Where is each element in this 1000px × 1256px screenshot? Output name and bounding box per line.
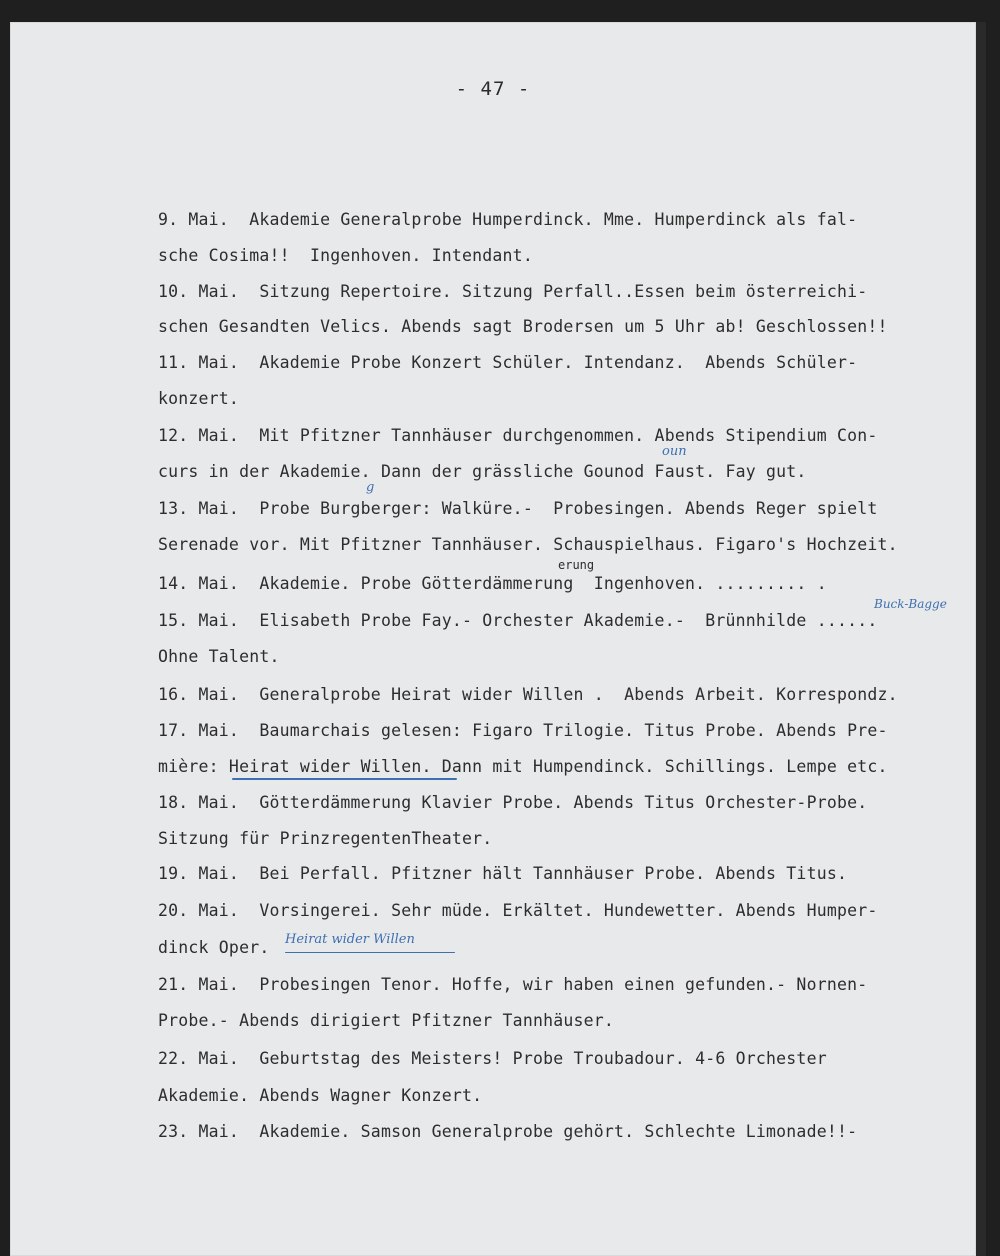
text-line: 11. Mai. Akademie Probe Konzert Schüler. Intendanz. Abends Schüler-	[158, 353, 858, 372]
handwritten-note: Heirat wider Willen	[285, 932, 415, 947]
text-line: Sitzung für PrinzregentenTheater.	[158, 829, 493, 848]
document-page	[10, 22, 976, 1256]
scan-edge	[976, 22, 986, 1256]
text-line: sche Cosima!! Ingenhoven. Intendant.	[158, 246, 533, 265]
text-line: 16. Mai. Generalprobe Heirat wider Willen . Abends Arbeit. Korrespondz.	[158, 685, 898, 704]
blue-underline	[232, 778, 457, 780]
text-line: 17. Mai. Baumarchais gelesen: Figaro Trilogie. Titus Probe. Abends Pre-	[158, 721, 888, 740]
text-line: 19. Mai. Bei Perfall. Pfitzner hält Tannhäuser Probe. Abends Titus.	[158, 864, 848, 883]
text-line: 15. Mai. Elisabeth Probe Fay.- Orchester Akademie.- Brünnhilde ......	[158, 611, 878, 630]
diary-text	[10, 22, 976, 1256]
text-line: Probe.- Abends dirigiert Pfitzner Tannhäuser.	[158, 1011, 615, 1030]
handwritten-correction: oun	[662, 444, 687, 459]
text-line: Akademie. Abends Wagner Konzert.	[158, 1086, 483, 1105]
blue-underline	[285, 952, 455, 953]
text-line: 14. Mai. Akademie. Probe Götterdämmerung Ingenhoven. ......... .	[158, 574, 827, 593]
text-line: mière: Heirat wider Willen. Dann mit Humpendinck. Schillings. Lempe etc.	[158, 757, 888, 776]
text-line: Serenade vor. Mit Pfitzner Tannhäuser. Schauspielhaus. Figaro's Hochzeit.	[158, 535, 898, 554]
text-line: 12. Mai. Mit Pfitzner Tannhäuser durchgenommen. Abends Stipendium Con-	[158, 426, 878, 445]
handwritten-correction: g	[366, 480, 375, 495]
text-line: 10. Mai. Sitzung Repertoire. Sitzung Perfall..Essen beim österreichi-	[158, 282, 868, 301]
text-line: curs in der Akademie. Dann der grässliche Gounod Faust. Fay gut.	[158, 462, 807, 481]
text-line: 21. Mai. Probesingen Tenor. Hoffe, wir haben einen gefunden.- Nornen-	[158, 975, 868, 994]
text-line: Ohne Talent.	[158, 647, 280, 666]
typed-insertion: erung	[558, 558, 595, 572]
text-line: 13. Mai. Probe Burgberger: Walküre.- Probesingen. Abends Reger spielt	[158, 499, 878, 518]
page-number: - 47 -	[455, 78, 531, 100]
text-line: 18. Mai. Götterdämmerung Klavier Probe. Abends Titus Orchester-Probe.	[158, 793, 868, 812]
text-line: 9. Mai. Akademie Generalprobe Humperdinck. Mme. Humperdinck als fal-	[158, 210, 858, 229]
text-line: konzert.	[158, 389, 240, 408]
text-line: dinck Oper.	[158, 938, 270, 957]
text-line: 23. Mai. Akademie. Samson Generalprobe gehört. Schlechte Limonade!!-	[158, 1122, 858, 1141]
handwritten-note: Buck-Bagge	[874, 597, 947, 611]
text-line: 22. Mai. Geburtstag des Meisters! Probe Troubadour. 4-6 Orchester	[158, 1049, 827, 1068]
text-line: 20. Mai. Vorsingerei. Sehr müde. Erkältet. Hundewetter. Abends Humper-	[158, 901, 878, 920]
text-line: schen Gesandten Velics. Abends sagt Brodersen um 5 Uhr ab! Geschlossen!!	[158, 317, 888, 336]
